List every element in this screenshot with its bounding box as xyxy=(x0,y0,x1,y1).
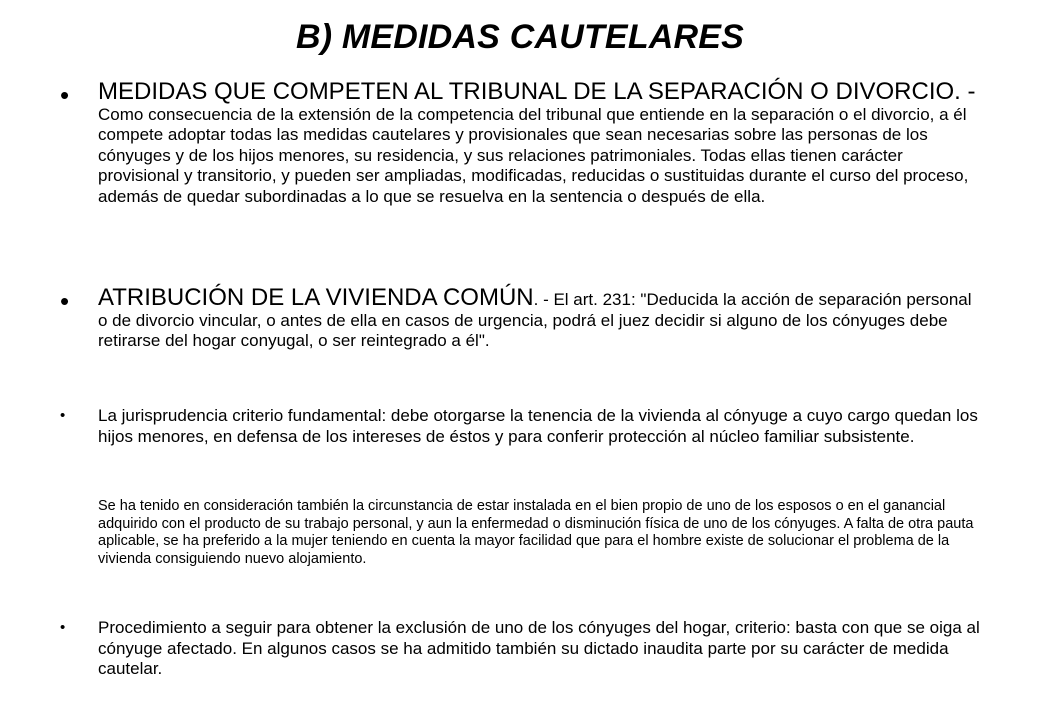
bullet-text: . - El art. 231: "Deducida la acción de separación personal o de divorcio vincular, o antes de ella en casos de urgencia, podrá el juez decidir si alguno de los cónyuges debe retirarse del hogar conyugal, o ser reintegrado a él". xyxy=(98,290,972,350)
bullet-body xyxy=(98,284,980,352)
bullet-marker: • xyxy=(60,619,66,636)
bullet-text: Procedimiento a seguir para obtener la exclusión de uno de los cónyuges del hogar, criterio: basta con que se oiga al cónyuge afectado. En algunos casos se ha admitido también su dictado inaudita parte por su carácter de medida cautelar. xyxy=(98,618,980,678)
bullet-body xyxy=(98,78,980,207)
bullet-text: La jurisprudencia criterio fundamental: debe otorgarse la tenencia de la vivienda al cónyuge a cuyo cargo quedan los hijos menores, en defensa de los intereses de éstos y para conferir protección al núcleo familiar subsistente. xyxy=(98,406,978,446)
bullet-lead: MEDIDAS QUE COMPETEN AL TRIBUNAL DE LA SEPARACIÓN O DIVORCIO. - xyxy=(98,78,976,105)
bullet-lead: ATRIBUCIÓN DE LA VIVIENDA COMÚN xyxy=(98,284,534,311)
slide-title: B) MEDIDAS CAUTELARES xyxy=(295,18,745,56)
bullet-marker: • xyxy=(60,286,70,316)
bullet-marker: • xyxy=(60,407,66,424)
bullet-text: Como consecuencia de la extensión de la competencia del tribunal que entiende en la separación o el divorcio, a él compete adoptar todas las medidas cautelares y provisionales que sean necesarias sobre las personas de los cónyuges y de los hijos menores, su residencia, y sus relaciones patrimoniales. Todas ellas tienen carácter provisional y transitorio, y pueden ser ampliadas, modificadas, reducidas o sustituidas durante el curso del proceso, además de quedar subordinadas a lo que se resuelva en la sentencia o después de ella. xyxy=(98,104,969,206)
sub-paragraph-consideracion: Se ha tenido en consideración también la circunstancia de estar instalada en el bien propio de uno de los esposos o en el ganancial adquirido con el producto de su trabajo personal, y aun la enfermedad o disminución física de uno de los cónyuges. A falta de otra pauta aplicable, se ha preferido a la mujer teniendo en cuenta la mayor facilidad que para el hombre existe de solucionar el problema de la vivienda consiguiendo nuevo alojamiento. xyxy=(98,498,974,567)
bullet-marker: • xyxy=(60,80,70,110)
